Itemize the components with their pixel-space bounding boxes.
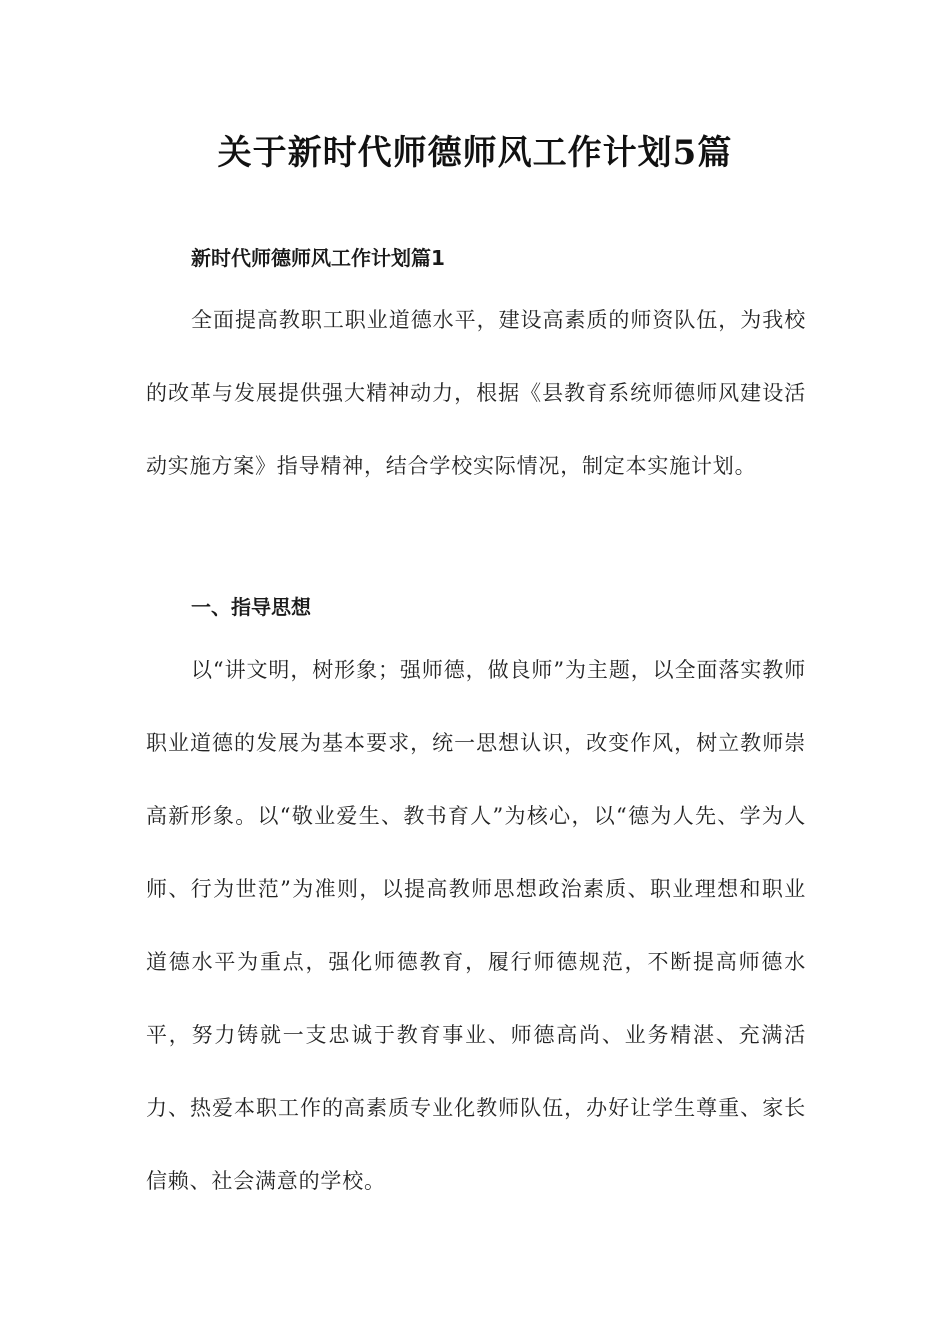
intro-paragraph: 全面提高教职工职业道德水平，建设高素质的师资队伍，为我校的改革与发展提供强大精神动力，根据《县教育系统师德师风建设活动实施方案》指导精神，结合学校实际情况，制定本实施计划。 bbox=[146, 308, 806, 478]
document-title: 关于新时代师德师风工作计划5篇 bbox=[217, 133, 733, 173]
subheading-guiding-ideology: 一、指导思想 bbox=[191, 595, 311, 619]
section-heading: 新时代师德师风工作计划篇1 bbox=[191, 246, 445, 270]
guiding-ideology-paragraph: 以“讲文明，树形象；强师德，做良师”为主题，以全面落实教师职业道德的发展为基本要求，统一思想认识，改变作风，树立教师崇高新形象。以“敬业爱生、教书育人”为核心，以“德为人先、学为人师、行为世范”为准则，以提高教师思想政治素质、职业理想和职业道德水平为重点，强化师德教育，履行师德规范，不断提高师德水平，努力铸就一支忠诚于教育事业、师德高尚、业务精湛、充满活力、热爱本职工作的高素质专业化教师队伍，办好让学生尊重、家长信赖、社会满意的学校。 bbox=[146, 658, 806, 1193]
